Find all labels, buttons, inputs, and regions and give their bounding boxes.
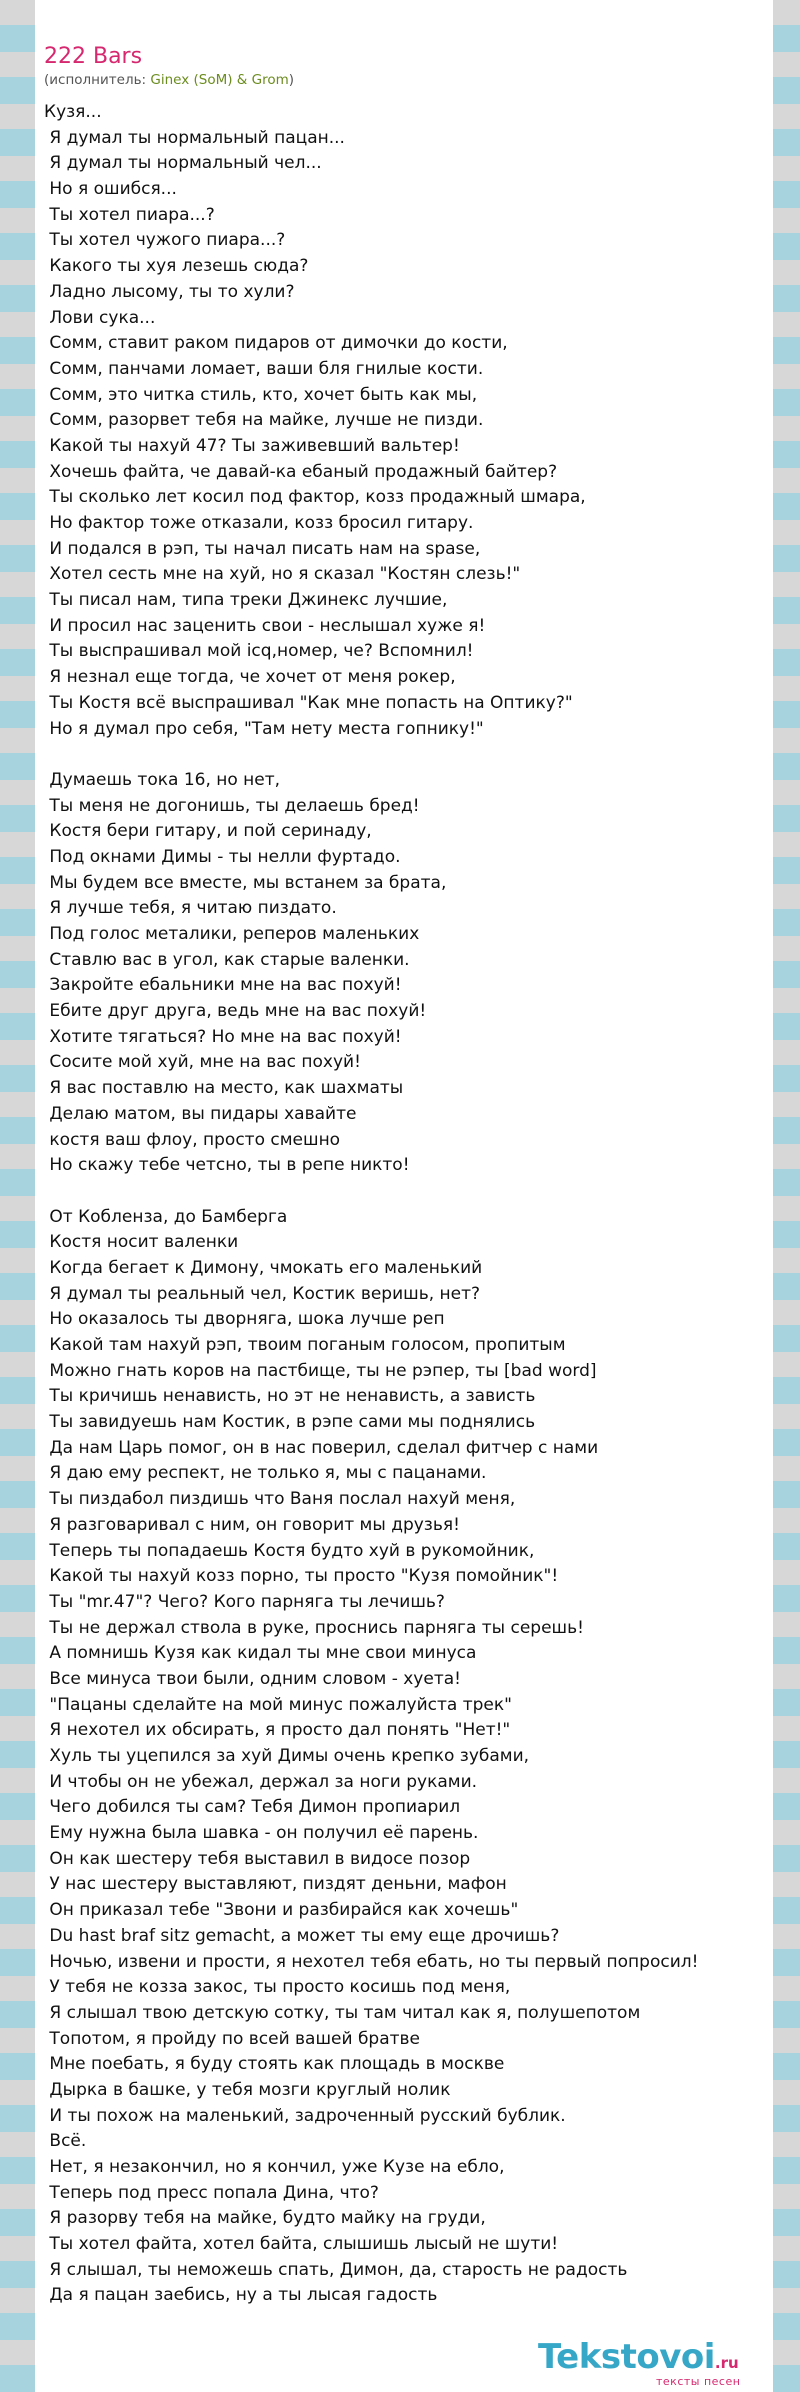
logo-tld: .ru bbox=[714, 2354, 739, 2372]
performer-suffix: ) bbox=[288, 72, 295, 88]
lyric-line: Он приказал тебе "Звони и разбирайся как хочешь" bbox=[44, 1900, 519, 1921]
lyric-line: Но скажу тебе четсно, ты в репе никто! bbox=[44, 1155, 410, 1176]
lyric-line: Ты хотел пиара...? bbox=[44, 204, 215, 225]
performer-link[interactable]: Ginex (SoM) & Grom bbox=[150, 72, 289, 88]
lyric-line: Сомм, панчами ломает, ваши бля гнилые кости. bbox=[44, 358, 484, 379]
lyric-line: Сомм, ставит раком пидаров от димочки до кости, bbox=[44, 333, 508, 354]
lyric-line: Какой ты нахуй козз порно, ты просто "Кузя помойник"! bbox=[44, 1566, 559, 1587]
lyric-line: Кузя... bbox=[44, 102, 102, 122]
lyrics-block bbox=[44, 100, 769, 2309]
lyric-line: Мы будем все вместе, мы встанем за брата, bbox=[44, 872, 447, 893]
lyric-line: И просил нас заценить свои - неслышал хуже я! bbox=[44, 615, 486, 636]
lyric-line: Всё. bbox=[44, 2131, 87, 2152]
lyric-line: Хотите тягаться? Но мне на вас похуй! bbox=[44, 1026, 402, 1047]
lyric-line: Сомм, разорвет тебя на майке, лучше не пизди. bbox=[44, 410, 484, 431]
lyric-line: Теперь под пресс попала Дина, что? bbox=[44, 2182, 379, 2203]
lyric-line: Ты пиздабол пиздишь что Ваня послал нахуй меня, bbox=[44, 1489, 516, 1510]
stanza-break bbox=[44, 742, 769, 768]
lyric-line: "Пацаны сделайте на мой минус пожалуйста трек" bbox=[44, 1694, 512, 1715]
song-header bbox=[35, 0, 773, 88]
lyric-line: Ставлю вас в угол, как старые валенки. bbox=[44, 949, 410, 970]
lyric-line: Ты хотел чужого пиара...? bbox=[44, 230, 286, 251]
lyric-line: Он как шестеру тебя выставил в видосе позор bbox=[44, 1848, 471, 1869]
lyric-line: Сомм, это читка стиль, кто, хочет быть как мы, bbox=[44, 384, 478, 405]
lyric-line: костя ваш флоу, просто смешно bbox=[44, 1129, 341, 1150]
lyric-line: Какой ты нахуй 47? Ты заживевший вальтер! bbox=[44, 435, 460, 456]
song-title: 222 Bars bbox=[44, 44, 143, 69]
lyric-line: Ты не держал ствола в руке, проснись парняга ты серешь! bbox=[44, 1617, 584, 1638]
lyric-line: Я думал ты нормальный пацан... bbox=[44, 127, 345, 148]
lyric-line: Какой там нахуй рэп, твоим поганым голосом, пропитым bbox=[44, 1335, 566, 1355]
lyric-line: Хотел сесть мне на хуй, но я сказал "Костян слезь!" bbox=[44, 564, 521, 585]
performer-prefix: (исполнитель: bbox=[44, 72, 151, 88]
lyric-line: Я слышал твою детскую сотку, ты там читал как я, полушепотом bbox=[44, 2002, 641, 2023]
lyric-line: Можно гнать коров на пастбище, ты не рэпер, ты [bad word] bbox=[44, 1360, 597, 1381]
lyric-line: Ты Костя всё выспрашивал "Как мне попасть на Оптику?" bbox=[44, 692, 573, 713]
lyric-line: Под окнами Димы - ты нелли фуртадо. bbox=[44, 846, 401, 867]
lyric-line: И чтобы он не убежал, держал за ноги руками. bbox=[44, 1771, 478, 1792]
lyric-line: Ебите друг друга, ведь мне на вас похуй! bbox=[44, 1001, 427, 1022]
lyric-line: Чего добился ты сам? Тебя Димон пропиарил bbox=[44, 1797, 461, 1818]
lyric-line: Но я ошибся... bbox=[44, 179, 177, 200]
lyric-line: У тебя не козза закос, ты просто косишь под меня, bbox=[44, 1977, 511, 1998]
lyric-line: Du hast braf sitz gemacht, а может ты ему еще дрочишь? bbox=[44, 1925, 560, 1946]
lyric-line: Я нехотел их обсирать, я просто дал понять "Нет!" bbox=[44, 1720, 511, 1741]
lyric-line: Я разорву тебя на майке, будто майку на груди, bbox=[44, 2208, 486, 2229]
lyric-line: Думаешь тока 16, но нет, bbox=[44, 769, 281, 790]
lyric-line: Но фактор тоже отказали, козз бросил гитару. bbox=[44, 513, 474, 533]
lyric-line: Да я пацан заебись, ну а ты лысая гадость bbox=[44, 2285, 438, 2306]
lyric-line: Я думал ты реальный чел, Костик веришь, нет? bbox=[44, 1283, 481, 1304]
content-sheet bbox=[35, 0, 773, 2392]
lyric-line: Нет, я незакончил, но я кончил, уже Кузе на ебло, bbox=[44, 2157, 505, 2177]
lyric-line: Теперь ты попадаешь Костя будто хуй в рукомойник, bbox=[44, 1540, 535, 1561]
lyric-line: И подался в рэп, ты начал писать нам на spase, bbox=[44, 538, 481, 559]
lyric-line: Сосите мой хуй, мне на вас похуй! bbox=[44, 1052, 361, 1073]
logo-wordmark: Tekstovoi bbox=[538, 2337, 715, 2377]
lyric-line: Но я думал про себя, "Там нету места гопнику!" bbox=[44, 718, 484, 739]
lyric-line: Ночью, извени и прости, я нехотел тебя ебать, но ты первый попросил! bbox=[44, 1951, 699, 1972]
lyric-line: Ты сколько лет косил под фактор, козз продажный шмара, bbox=[44, 487, 586, 508]
lyric-line: Ты "mr.47"? Чего? Кого парняга ты лечишь? bbox=[44, 1591, 445, 1612]
lyric-line: Костя бери гитару, и пой серинаду, bbox=[44, 821, 372, 842]
lyric-line: Я разговаривал с ним, он говорит мы друзья! bbox=[44, 1514, 460, 1535]
logo-tagline: тексты песен bbox=[656, 2375, 741, 2388]
lyric-line: Под голос металики, реперов маленьких bbox=[44, 924, 420, 944]
lyric-line: Ладно лысому, ты то хули? bbox=[44, 281, 295, 302]
lyric-line: А помнишь Кузя как кидал ты мне свои минуса bbox=[44, 1643, 477, 1664]
lyric-line: Я слышал, ты неможешь спать, Димон, да, старость не радость bbox=[44, 2259, 628, 2280]
lyric-line: Я лучше тебя, я читаю пиздато. bbox=[44, 898, 337, 919]
lyric-line: Делаю матом, вы пидары хавайте bbox=[44, 1103, 357, 1124]
lyric-line: Ты завидуешь нам Костик, в рэпе сами мы поднялись bbox=[44, 1412, 536, 1433]
lyric-line: Я вас поставлю на место, как шахматы bbox=[44, 1078, 404, 1099]
stanza-break bbox=[44, 1179, 769, 1205]
lyric-line: Ты меня не догонишь, ты делаешь бред! bbox=[44, 795, 420, 816]
lyric-line: Я думал ты нормальный чел... bbox=[44, 153, 322, 174]
lyric-line: Ты писал нам, типа треки Джинекс лучшие, bbox=[44, 590, 448, 611]
lyric-line: Ты кричишь ненависть, но эт не ненависть, а зависть bbox=[44, 1386, 536, 1407]
lyric-line: Когда бегает к Димону, чмокать его маленький bbox=[44, 1257, 483, 1278]
lyric-line: Топотом, я пройду по всей вашей братве bbox=[44, 2028, 421, 2049]
lyric-line: Но оказалось ты дворняга, шока лучше реп bbox=[44, 1309, 445, 1330]
lyric-line: Костя носит валенки bbox=[44, 1232, 239, 1253]
lyric-line: Я даю ему респект, не только я, мы с пацанами. bbox=[44, 1463, 487, 1484]
lyric-line: Лови сука... bbox=[44, 307, 156, 328]
lyric-line: Ему нужна была шавка - он получил её парень. bbox=[44, 1823, 479, 1844]
lyric-line: И ты похож на маленький, задроченный русский бублик. bbox=[44, 2105, 566, 2126]
lyric-line: Какого ты хуя лезешь сюда? bbox=[44, 256, 309, 277]
lyric-line: Хочешь файта, че давай-ка ебаный продажный байтер? bbox=[44, 461, 558, 482]
lyric-line: Да нам Царь помог, он в нас поверил, сделал фитчер с нами bbox=[44, 1437, 599, 1458]
performer-line bbox=[44, 72, 773, 88]
lyric-line: Я незнал еще тогда, че хочет от меня рокер, bbox=[44, 667, 456, 688]
lyric-line: Закройте ебальники мне на вас похуй! bbox=[44, 975, 402, 996]
lyric-line: Мне поебать, я буду стоять как площадь в москве bbox=[44, 2054, 505, 2075]
lyric-line: Ты выспрашивал мой icq,номер, че? Вспомнил! bbox=[44, 641, 474, 662]
lyric-line: От Кобленза, до Бамберга bbox=[44, 1206, 288, 1227]
site-logo[interactable] bbox=[538, 2337, 778, 2388]
lyric-line: Все минуса твои были, одним словом - хуета! bbox=[44, 1668, 461, 1689]
lyric-line: У нас шестеру выставляют, пиздят деньни, мафон bbox=[44, 1874, 507, 1895]
lyric-line: Ты хотел файта, хотел байта, слышишь лысый не шути! bbox=[44, 2234, 559, 2255]
lyric-line: Хуль ты уцепился за хуй Димы очень крепко зубами, bbox=[44, 1746, 530, 1766]
lyric-line: Дырка в башке, у тебя мозги круглый нолик bbox=[44, 2079, 451, 2100]
